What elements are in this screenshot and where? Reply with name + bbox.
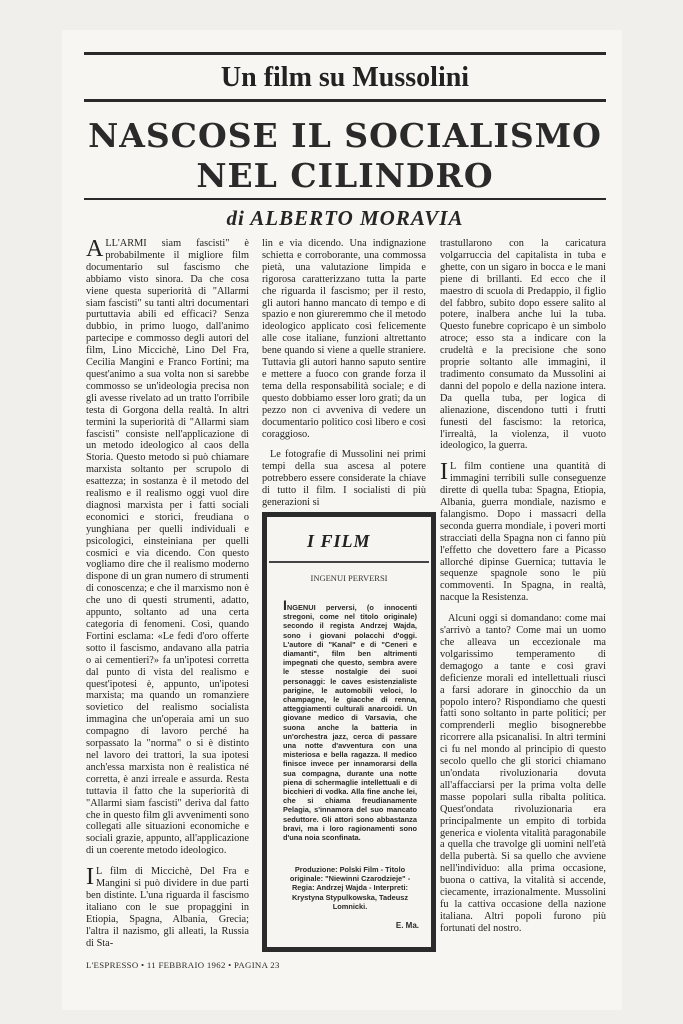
film-box-signature: E. Ma. (395, 921, 419, 930)
byline: di ALBERTO MORAVIA (226, 206, 464, 230)
headline (84, 116, 606, 196)
section-kicker: Un film su Mussolini (220, 62, 470, 93)
article-column-1 (86, 238, 249, 950)
column-3-paragraph-1: trastullarono con la caricatura volgarruccia del capitalista in tuba e ghette, con un sigaro in bocca e le mani piene di brillanti. Ed ecco che il maestro di scuola di Predappio, il figlio del fabbro, subito dopo essere salito al potere, inalbera anche lui la tuba. Questo funebre copricapo è un simbolo atroce; esso sta a indicare con la crudeltà e la precisione che sono proprie soltanto alle immagini, il tradimento consumato da Mussolini ai danni del popolo e della nazione intera. Da quella tuba, per logica di alienazione, discendono tutti i frutti funesti del fascismo: la retorica, l'irrealtà, la violenza, il vuoto ideologico, la guerra. (440, 238, 606, 452)
headline-line-2: NEL CILINDRO (196, 156, 494, 195)
article-column-3 (440, 238, 606, 950)
film-box-body: INGENUI perversi, (o innocenti stregoni, come nel titolo originale) secondo il regista Andrzej Wajda, sono i giovani polacchi d'oggi. L'autore di "Kanal" e di "Ceneri e diamanti", film ben altrimenti impegnati che questo, sembra avere le stesse nostalgie dei suoi personaggi: le caves esistenzialiste parigine, le automobili veloci, lo champagne, le giacche di renna, atteggiamenti culturali anarcoidi. Un giovane medico di Varsavia, che suona anche la batteria in un'orchestra jazz, cerca di passare una notte d'avventura con una misteriosa e bella ragazza. Il medico finisce invece per innamorarsi della sua compagna, durante una notte piena di schermaglie intellettuali e di bicchieri di vodka. Alla fine anche lei, che si chiama freudianamente Pelagia, s'innamora del suo mancato seduttore. Gli attori sono abbastanza bravi, ma i loro ragionamenti sono d'una noia sconfinata. (283, 597, 417, 843)
page-footer: L'ESPRESSO • 11 FEBBRAIO 1962 • PAGINA 23 (86, 960, 280, 970)
headline-rule (84, 198, 606, 200)
film-box-credits: Produzione: Polski Film - Titolo originale: "Niewinni Czarodzieje" - Regia: Andrzej Wajda - Interpreti: Krystyna Stypulkowska, Tadeusz Lomnicki. (289, 865, 411, 911)
headline-line-1: NASCOSE IL SOCIALISMO (88, 116, 602, 155)
column-2-paragraph-1: lin e via dicendo. Una indignazione schietta e corroborante, una commossa pietà, una valutazione limpida e rigorosa caratterizzano tutta la parte che riguarda il fascismo; per il resto, gli autori hanno mancato di tempo e di spazio e non giureremmo che il metodo ideologico applicato così felicemente alle cose italiane, funzioni altrettanto bene quando si viene a quelle straniere. Tuttavia gli autori hanno saputo sentire e mettere a fuoco con grande forza il tema della responsabilità sociale; e di questo dobbiamo esser loro grati; da un pezzo non ci avveniva di vedere un documentario politico così libero e così coraggioso. (262, 238, 426, 440)
article-column-2 (262, 238, 426, 509)
column-1-paragraph-1: ALL'ARMI siam fascisti" è probabilmente il migliore film documentario sul fascismo che abbiamo visto sinora. Da che cosa viene questa superiorità di "Allarmi siam fascisti" su tanti altri documentari purtuttavia abili ed efficaci? Senza dubbio, in primo luogo, dall'animo partecipe e commosso degli autori del film, Lino Miccichè, Lino Del Fra, Cecilia Mangini e Franco Fortini; ma quest'animo a sua volta non si sarebbe commosso se un'ideologia precisa non gli avesse rivelato ad un tratto l'orribile testa di Gorgona della realtà. In altri termini la superiorità di "Allarmi siam fascisti" consiste nell'applicazione di un metodo ideologico al caos della Storia. Questo metodo si può chiamare marxista soltanto per scrupolo di esattezza; in sostanza è il metodo del realismo e il realismo oggi vuol dire diagnosi marxista per i fatti sociali economici e storici, freudiana o yunghiana per quelli individuali e psicologici, einsteiniana per quelli cosmici e via dicendo. Con questo vogliamo dire che il realismo moderno dispone di un gran numero di strumenti di conoscenza; e che il marxismo non è che uno di questi strumenti, adatto, appunto, soltanto ad una certa categoria di fenomeni. Così, quando Fortini esclama: «Le fedi d'oro offerte sotto il fascismo, andavano alla patria o ai cementieri?» fa un'ipotesi corretta dal punto di vista del realismo e quest'ipotesi è, appunto, un'ipotesi marxista; ma quando un romanziere sovietico del realismo socialista immagina che un'operaia ami un suo compagno di lavoro perché ha sorpassato la "norma" o si è distinto nel lavoro dei trattori, la sua ipotesi anch'essa marxista non è realistica né corretta, è anzi irreale e assurda. Resta tuttavia il fatto che la superiorità di "Allarmi siam fascisti" deriva dal fatto che in questo film gli avvenimenti sono collegati alle situazioni economiche e sociali grazie, appunto, all'applicazione di un coerente metodo ideologico. (86, 236, 250, 857)
top-rule (84, 52, 606, 55)
film-box-subtitle: INGENUI PERVERSI (310, 573, 388, 583)
film-box-title: I FILM (307, 531, 371, 551)
column-3-paragraph-2: IL film contiene una quantità di immagini terribili sulle conseguenze dirette di quella tuba: Spagna, Etiopia, Albania, guerra mondiale, nazismo e falangismo. Dopo i massacri della seconda guerra mondiale, i poveri morti stracciati della Spagna non ci fanno più l'effetto che dovettero fare a Picasso allorché dipinse Guernica; tuttavia le sequenze spagnole sono le più commoventi. In Spagna, in realtà, nacque la Resistenza. (440, 459, 606, 604)
film-box-header (269, 523, 429, 563)
film-review-box (262, 512, 436, 952)
column-1-paragraph-2: IL film di Miccichè, Del Fra e Mangini si può dividere in due parti ben distinte. L'una riguarda il fascismo italiano con le sue propaggini in Etiopia, Spagna, Albania, Grecia; l'altra il nazismo, gli alleati, la Russia di Sta- (86, 864, 249, 949)
column-2-paragraph-2: Le fotografie di Mussolini nei primi tempi della sua ascesa al potere potrebbero essere considerate la chiave di tutto il film. I socialisti di più generazioni si (262, 449, 426, 509)
column-3-paragraph-3: Alcuni oggi si domandano: come mai s'arrivò a tanto? Come mai un uomo che alleava un eccezionale ma volgarissimo temperamento di demagogo a tante e così gravi deficienze morali ed intellettuali riuscì a farsi adorare in ginocchio da un popolo intero? Rispondiamo che questi fatti sono soltanto in parte politici; per comprenderli meglio bisognerebbe ricorrere alla psicanalisi. In altri termini ci fu nel mondo al principio di questo secolo quello che gli storici chiamano un'ondata rivoluzionaria dovuta all'affacciarsi per la prima volta delle masse popolari sulla ribalta politica. Quest'ondata rivoluzionaria era principalmente un empito di torbida generica e violenta vitalità paragonabile a quella che travolge gli uomini nell'età della pubertà. Si sa quello che avviene nell'individuo: alla prima occasione, buona o cattiva, la vitalità si accende, ciecamente, irrazionalmente. Mussolini fu la cattiva occasione della nazione italiana. Altri popoli furono più fortunati del nostro. (440, 613, 606, 934)
kicker-rule (84, 99, 606, 102)
